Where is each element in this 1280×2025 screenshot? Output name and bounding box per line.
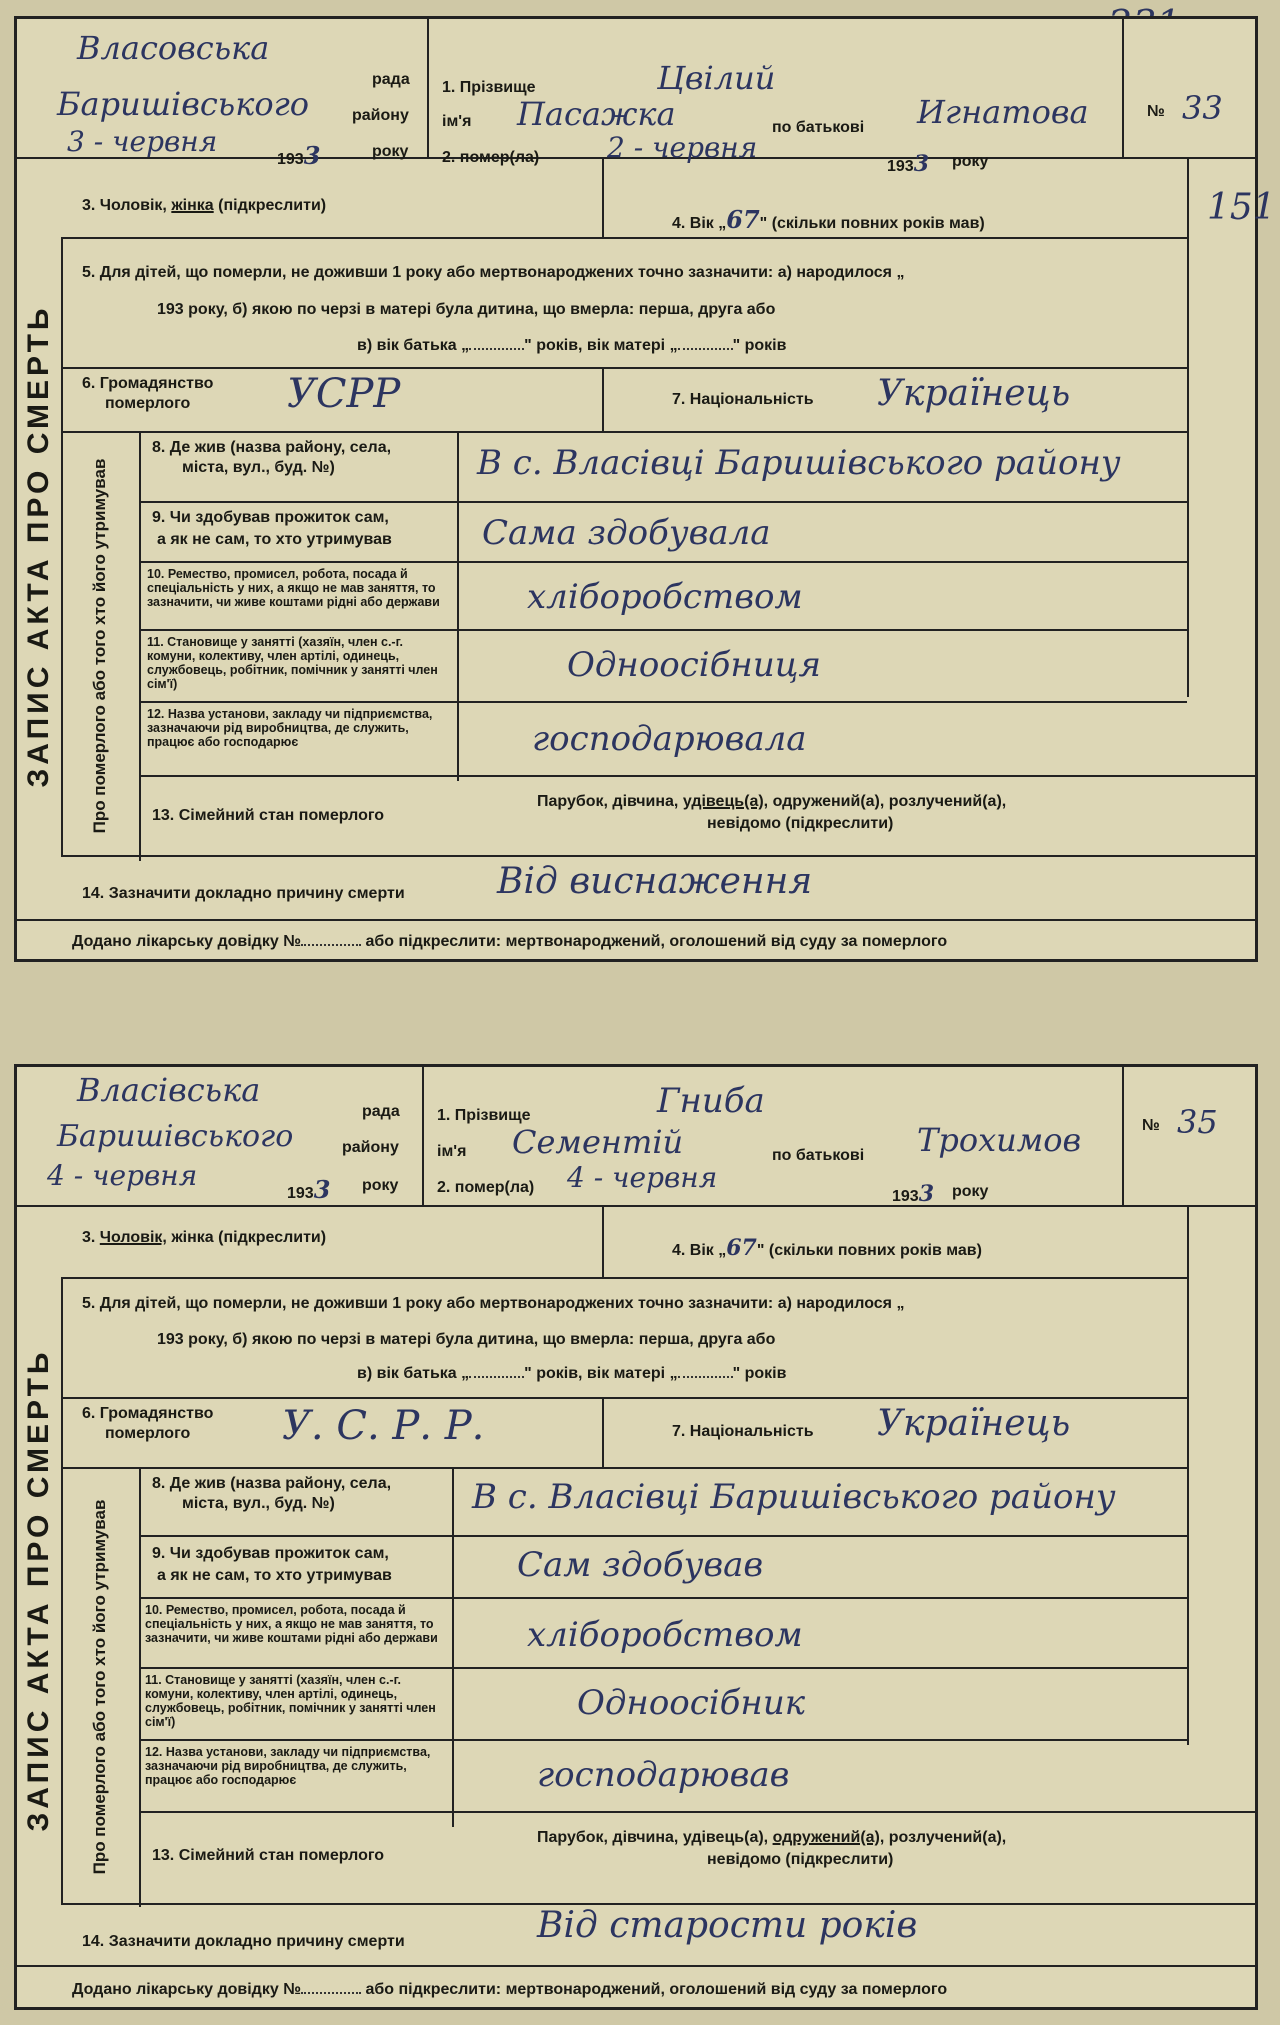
citizenship-value: У. С. Р. Р. bbox=[282, 1403, 485, 1449]
trade-value: хліборобством bbox=[527, 1615, 803, 1655]
surname-label: 1. Прізвище bbox=[442, 79, 536, 96]
rada-label: рада bbox=[362, 1103, 400, 1120]
trade-label: 10. Ремество, промисел, робота, посада й спеціальність у них, а якщо не мав заняття, то зазначити, чи живе коштами рідні або держави bbox=[145, 1603, 438, 1645]
died-value: 4 - червня bbox=[567, 1161, 718, 1194]
died-year-prefix: 193 bbox=[892, 1188, 919, 1205]
children-line-3: в) вік батька „ bbox=[357, 1365, 470, 1382]
cause-value: Від виснаження bbox=[497, 861, 813, 902]
family-underlined: одружений(а), bbox=[772, 1829, 885, 1846]
record-date: 4 - червня bbox=[47, 1159, 198, 1192]
district-label: району bbox=[352, 107, 409, 124]
surname-value: Гниба bbox=[657, 1081, 765, 1121]
name-label: ім'я bbox=[442, 113, 472, 130]
family-text-1: Парубок, дівчина, удівець(а), bbox=[537, 1829, 769, 1846]
lived-label-2: міста, вул., буд. №) bbox=[182, 459, 335, 476]
family-label: 13. Сімейний стан померлого bbox=[152, 807, 385, 824]
patronymic-label: по батькові bbox=[772, 119, 865, 136]
earned-label-2: а як не сам, то хто утримував bbox=[157, 1567, 392, 1584]
children-line-3c: " років bbox=[732, 337, 787, 354]
died-label: 2. помер(ла) bbox=[437, 1179, 535, 1196]
margin-note: 151 bbox=[1207, 187, 1276, 228]
institution-label: 12. Назва установи, закладу чи підприємства, зазначаючи рід виробництва, де служить, працює або господарює bbox=[147, 707, 433, 749]
earned-label-2: а як не сам, то хто утримував bbox=[157, 531, 392, 548]
age-label: 4. Вік „ bbox=[672, 1242, 727, 1259]
lived-value: В с. Власівці Баришівського району bbox=[477, 443, 1121, 483]
earned-value: Сама здобувала bbox=[482, 513, 771, 553]
age-label: 4. Вік „ bbox=[672, 215, 727, 232]
district-value: Баришівського bbox=[57, 85, 310, 123]
side-subtitle: Про померлого або того хто його утримував bbox=[90, 1499, 109, 1875]
sex-label-pre: 3. Чоловік, bbox=[82, 197, 167, 214]
age-label-post: " (скільки повних років мав) bbox=[759, 215, 985, 232]
year-prefix: 193 bbox=[287, 1185, 314, 1202]
number-label: № bbox=[1142, 1117, 1160, 1134]
lived-label-1: 8. Де жив (назва району, села, bbox=[152, 439, 392, 456]
earned-label-1: 9. Чи здобував прожиток сам, bbox=[152, 1545, 389, 1562]
died-label: 2. помер(ла) bbox=[442, 149, 540, 166]
children-line-2: 193 року, б) якою по черзі в матері була дитина, що вмерла: перша, друга або bbox=[157, 1331, 776, 1348]
died-year-prefix: 193 bbox=[887, 158, 914, 175]
family-text-2: одружений(а), розлучений(а), bbox=[772, 793, 1007, 810]
patronymic-value: Трохимов bbox=[917, 1121, 1082, 1159]
patronymic-label: по батькові bbox=[772, 1147, 865, 1164]
sex-label-pre: 3. bbox=[82, 1229, 96, 1246]
children-line-3: в) вік батька „ bbox=[357, 337, 470, 354]
trade-label: 10. Ремество, промисел, робота, посада й спеціальність у них, а якщо не мав заняття, то зазначити, чи живе коштами рідні або держави bbox=[147, 567, 440, 609]
died-year-suffix: 3 bbox=[913, 151, 930, 177]
children-line-3b: " років, вік матері „ bbox=[524, 1365, 678, 1382]
side-subtitle: Про померлого або того хто його утримував bbox=[90, 458, 109, 834]
rada-label: рада bbox=[372, 71, 410, 88]
sex-label-post: жінка (підкреслити) bbox=[171, 1229, 327, 1246]
nationality-label: 7. Національність bbox=[672, 1423, 814, 1440]
district-value: Баришівського bbox=[57, 1119, 294, 1154]
citizenship-label-2: померлого bbox=[105, 395, 191, 412]
record-date: 3 - червня bbox=[67, 125, 218, 158]
status-value: Одноосібниця bbox=[567, 645, 821, 685]
family-text-3: невідомо (підкреслити) bbox=[707, 1851, 894, 1868]
institution-label: 12. Назва установи, закладу чи підприємства, зазначаючи рід виробництва, де служить, працює або господарює bbox=[145, 1745, 431, 1787]
children-line-1: 5. Для дітей, що померли, не доживши 1 року або мертвонароджених точно зазначити: а) народилося „ bbox=[82, 1295, 905, 1312]
citizenship-label-1: 6. Громадянство bbox=[82, 375, 214, 392]
age-value: 67 bbox=[726, 1235, 757, 1261]
sex-label-post: (підкреслити) bbox=[218, 197, 327, 214]
surname-value: Цвілий bbox=[657, 59, 776, 97]
status-label: 11. Становище у занятті (хазяїн, член с.-г. комуни, колективу, член артілі, одинець, службовець, робітник, помічник у занятті член сім'ї) bbox=[145, 1673, 436, 1729]
lived-value: В с. Власівці Баришівського району bbox=[472, 1477, 1116, 1517]
family-underlined: удівець(а), bbox=[682, 793, 769, 810]
year-prefix: 193 bbox=[277, 151, 304, 168]
name-value: Пасажка bbox=[517, 95, 676, 133]
certificate-label-1: Додано лікарську довідку № bbox=[72, 1981, 302, 1998]
number-label: № bbox=[1147, 103, 1165, 120]
death-record-form-2 bbox=[14, 1064, 1258, 2010]
name-value: Сементій bbox=[512, 1123, 684, 1161]
family-text-1: Парубок, дівчина, bbox=[537, 793, 679, 810]
citizenship-label-1: 6. Громадянство bbox=[82, 1405, 214, 1422]
year-suffix: 3 bbox=[313, 1175, 331, 1204]
died-value: 2 - червня bbox=[607, 131, 758, 164]
institution-value: господарювала bbox=[532, 719, 807, 759]
nationality-label: 7. Національність bbox=[672, 391, 814, 408]
children-line-3c: " років bbox=[732, 1365, 787, 1382]
cause-value: Від старости років bbox=[537, 1905, 918, 1946]
family-text-2: розлучений(а), bbox=[888, 1829, 1007, 1846]
died-year-label: року bbox=[952, 153, 989, 170]
sex-underlined: жінка bbox=[171, 197, 214, 214]
age-label-post: " (скільки повних років мав) bbox=[756, 1242, 982, 1259]
patronymic-value: Игнатова bbox=[917, 93, 1089, 131]
status-label: 11. Становище у занятті (хазяїн, член с.-г. комуни, колективу, член артілі, одинець, службовець, робітник, помічник у занятті член сім'ї) bbox=[147, 635, 438, 691]
year-suffix: 3 bbox=[303, 141, 321, 170]
year-label: року bbox=[372, 143, 409, 160]
citizenship-value: УСРР bbox=[287, 371, 401, 417]
side-title: ЗАПИС АКТА ПРО СМЕРТЬ bbox=[22, 304, 55, 788]
year-label: року bbox=[362, 1177, 399, 1194]
name-label: ім'я bbox=[437, 1143, 467, 1160]
family-text-3: невідомо (підкреслити) bbox=[707, 815, 894, 832]
cause-label: 14. Зазначити докладно причину смерти bbox=[82, 885, 405, 902]
sex-underlined: Чоловік, bbox=[99, 1229, 167, 1246]
lived-label-1: 8. Де жив (назва району, села, bbox=[152, 1475, 392, 1492]
earned-value: Сам здобував bbox=[517, 1545, 764, 1585]
certificate-label-2: або підкреслити: мертвонароджений, оголошений від суду за померлого bbox=[365, 933, 948, 950]
children-line-3b: " років, вік матері „ bbox=[524, 337, 678, 354]
nationality-value: Українець bbox=[877, 373, 1071, 414]
citizenship-label-2: померлого bbox=[105, 1425, 191, 1442]
trade-value: хліборобством bbox=[527, 577, 803, 617]
lived-label-2: міста, вул., буд. №) bbox=[182, 1495, 335, 1512]
death-record-form-1 bbox=[14, 16, 1276, 962]
institution-value: господарював bbox=[537, 1755, 790, 1795]
died-year-suffix: 3 bbox=[918, 1181, 935, 1207]
nationality-value: Українець bbox=[877, 1403, 1071, 1444]
surname-label: 1. Прізвище bbox=[437, 1107, 531, 1124]
side-title: ЗАПИС АКТА ПРО СМЕРТЬ bbox=[22, 1348, 55, 1832]
earned-label-1: 9. Чи здобував прожиток сам, bbox=[152, 509, 389, 526]
district-label: району bbox=[342, 1139, 399, 1156]
status-value: Одноосібник bbox=[577, 1683, 806, 1723]
certificate-label-2: або підкреслити: мертвонароджений, оголошений від суду за померлого bbox=[365, 1981, 948, 1998]
children-line-1: 5. Для дітей, що померли, не доживши 1 року або мертвонароджених точно зазначити: а) народилося „ bbox=[82, 264, 905, 281]
rada-value: Власівська bbox=[77, 1071, 261, 1109]
cause-label: 14. Зазначити докладно причину смерти bbox=[82, 1933, 405, 1950]
children-line-2: 193 року, б) якою по черзі в матері була дитина, що вмерла: перша, друга або bbox=[157, 301, 776, 318]
number-value: 33 bbox=[1182, 89, 1223, 127]
age-value: 67 bbox=[726, 205, 760, 234]
number-value: 35 bbox=[1177, 1103, 1218, 1141]
certificate-label-1: Додано лікарську довідку № bbox=[72, 933, 302, 950]
died-year-label: року bbox=[952, 1183, 989, 1200]
family-label: 13. Сімейний стан померлого bbox=[152, 1847, 385, 1864]
rada-value: Власовська bbox=[77, 29, 270, 67]
